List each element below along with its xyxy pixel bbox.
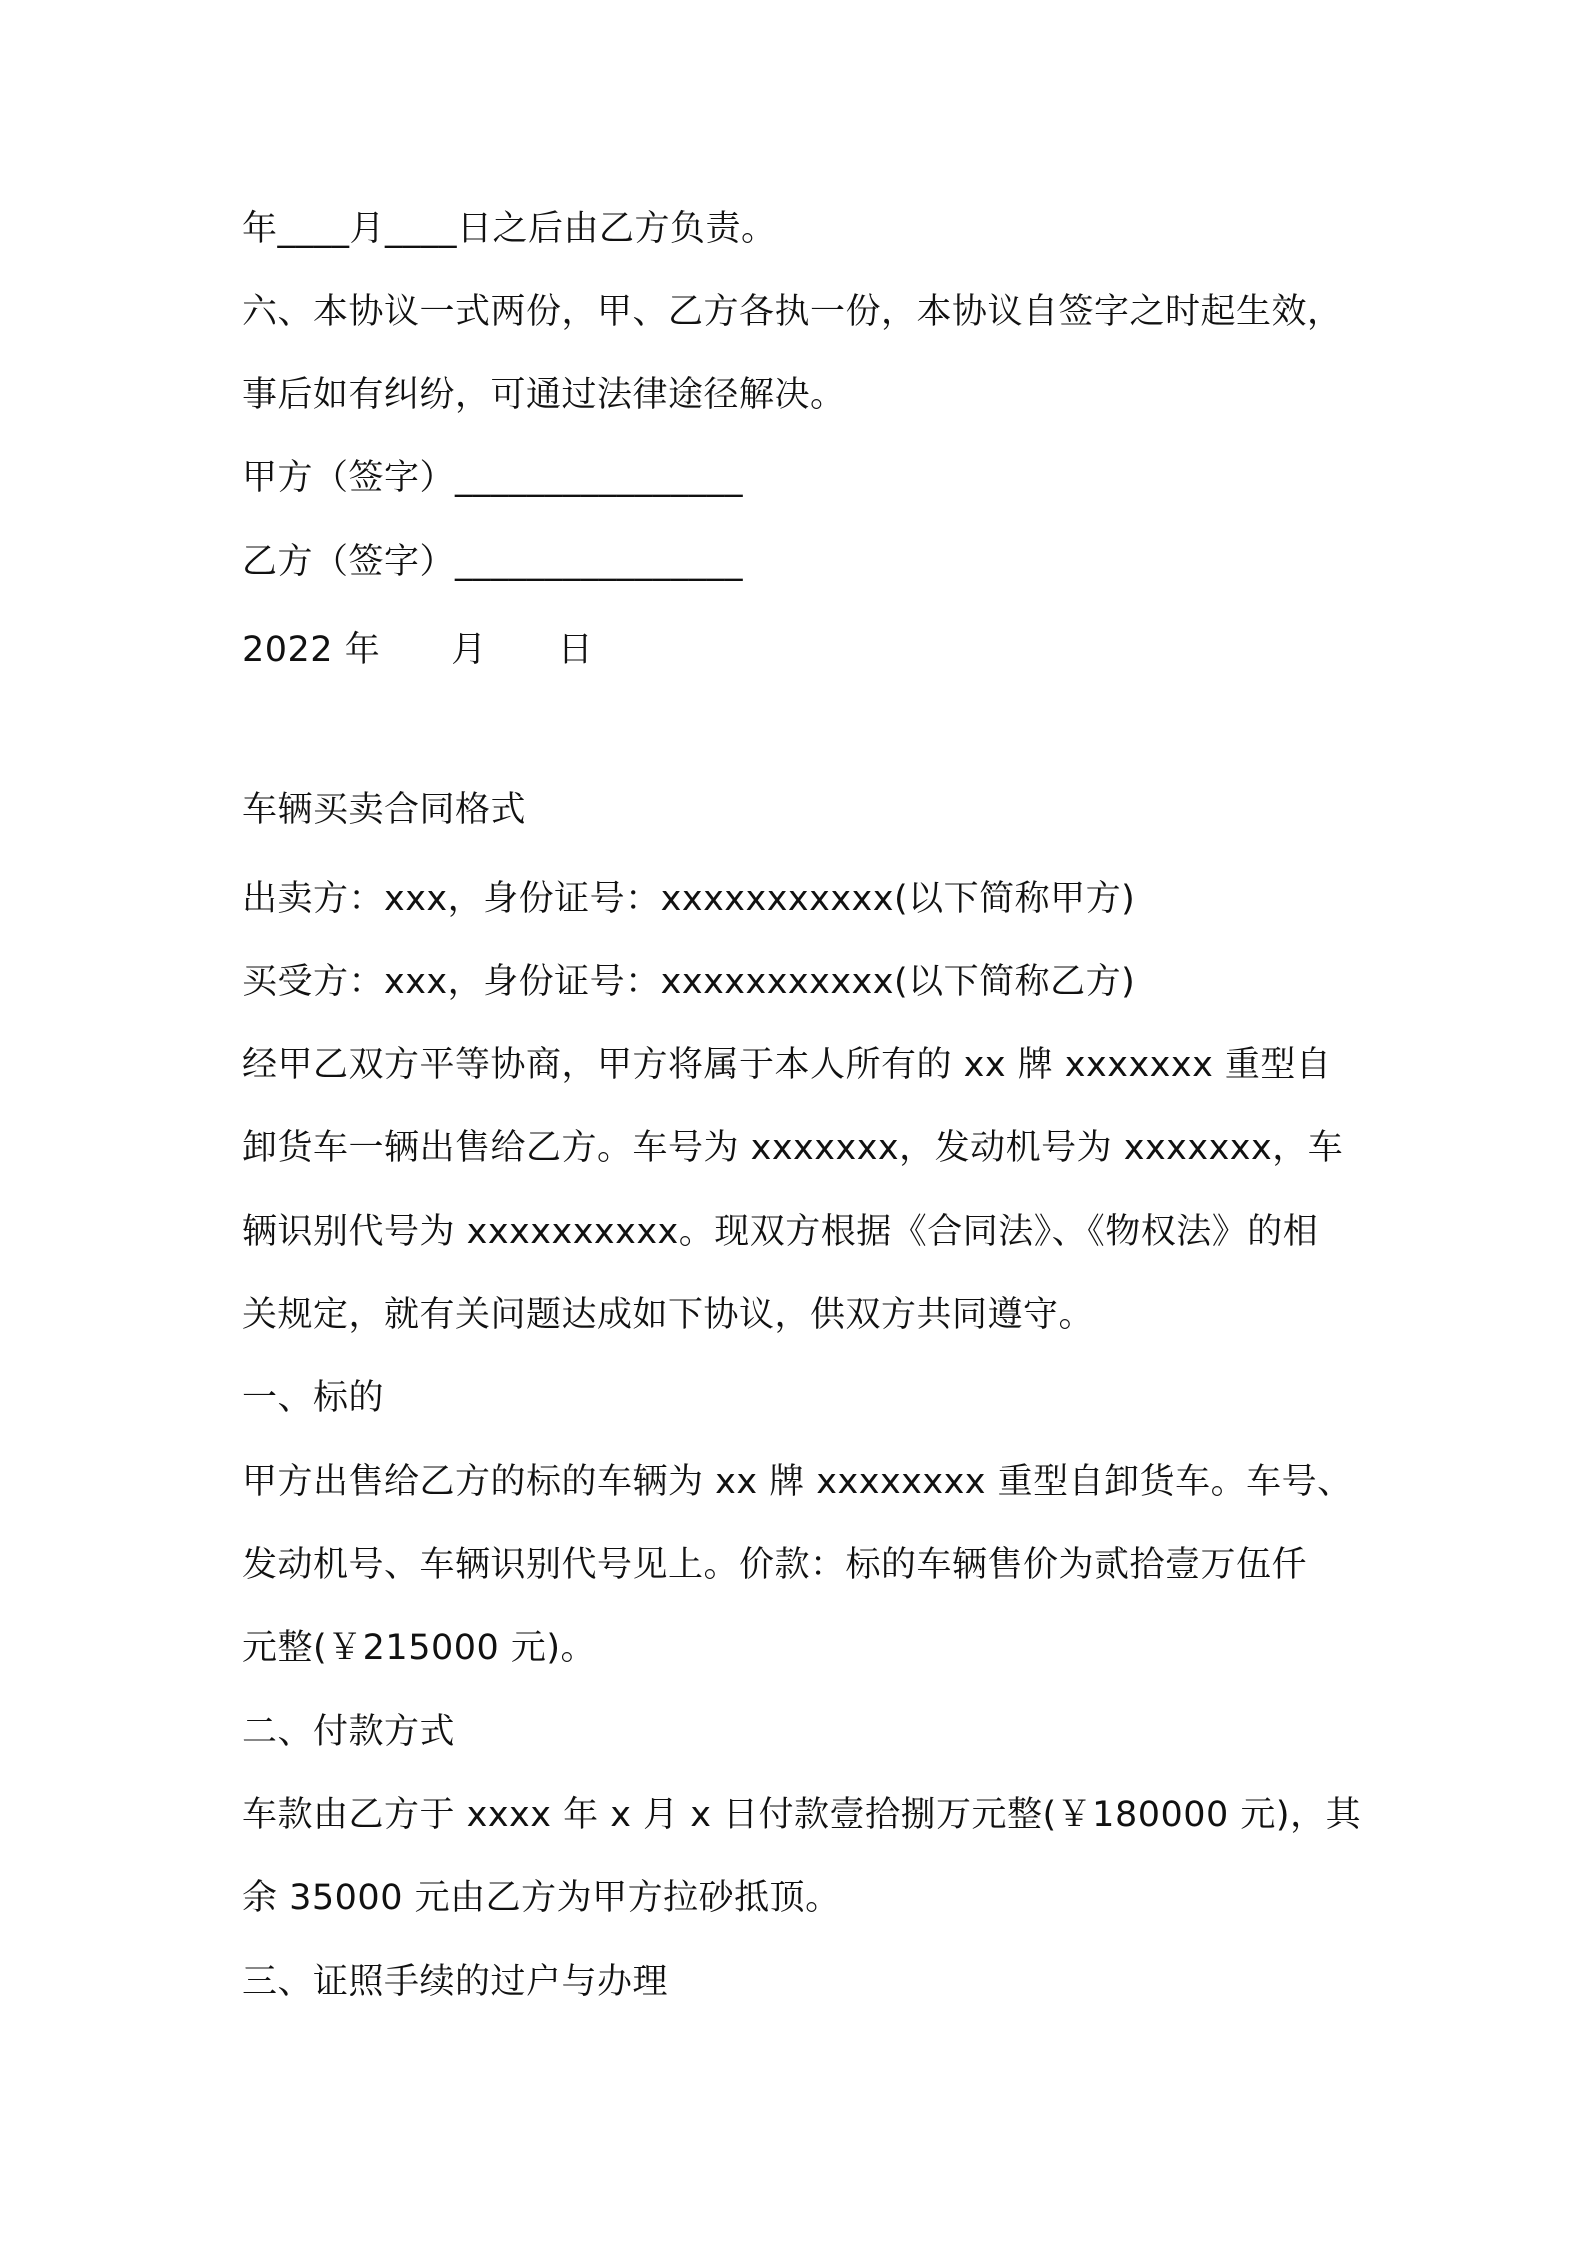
section-heading-transfer: 三、证照手续的过户与办理 [242,1962,669,2002]
signature-date: 2022 年 月 日 [242,630,594,670]
section-heading-subject: 一、标的 [242,1378,385,1418]
subject-line-2: 发动机号、车辆识别代号见上。价款：标的车辆售价为贰拾壹万伍仟 [242,1545,1308,1585]
subject-line-3: 元整(￥215000 元)。 [242,1628,597,1668]
preamble-line-1: 经甲乙双方平等协商，甲方将属于本人所有的 xx 牌 xxxxxxx 重型自 [242,1045,1332,1085]
preamble-line-2: 卸货车一辆出售给乙方。车号为 xxxxxxx，发动机号为 xxxxxxx，车 [242,1128,1344,1168]
text-line-date-responsibility: 年____月____日之后由乙方负责。 [242,209,777,249]
seller-info: 出卖方：xxx，身份证号：xxxxxxxxxxx(以下简称甲方) [242,879,1136,919]
payment-line-1: 车款由乙方于 xxxx 年 x 月 x 日付款壹拾捌万元整(￥180000 元)，其 [242,1795,1362,1835]
text-line-clause-six-cont: 事后如有纠纷，可通过法律途径解决。 [242,375,846,415]
preamble-line-3: 辆识别代号为 xxxxxxxxxx。现双方根据《合同法》、《物权法》的相 [242,1212,1319,1252]
contract-title: 车辆买卖合同格式 [242,790,527,830]
signature-line-party-a: 甲方（签字）________________ [242,458,744,498]
preamble-line-4: 关规定，就有关问题达成如下协议，供双方共同遵守。 [242,1295,1095,1335]
section-heading-payment: 二、付款方式 [242,1712,456,1752]
subject-line-1: 甲方出售给乙方的标的车辆为 xx 牌 xxxxxxxx 重型自卸货车。车号、 [242,1462,1353,1502]
signature-line-party-b: 乙方（签字）________________ [242,542,744,582]
text-line-clause-six: 六、本协议一式两份，甲、乙方各执一份，本协议自签字之时起生效， [242,292,1343,332]
buyer-info: 买受方：xxx，身份证号：xxxxxxxxxxx(以下简称乙方) [242,962,1136,1002]
payment-line-2: 余 35000 元由乙方为甲方拉砂抵顶。 [242,1878,841,1918]
